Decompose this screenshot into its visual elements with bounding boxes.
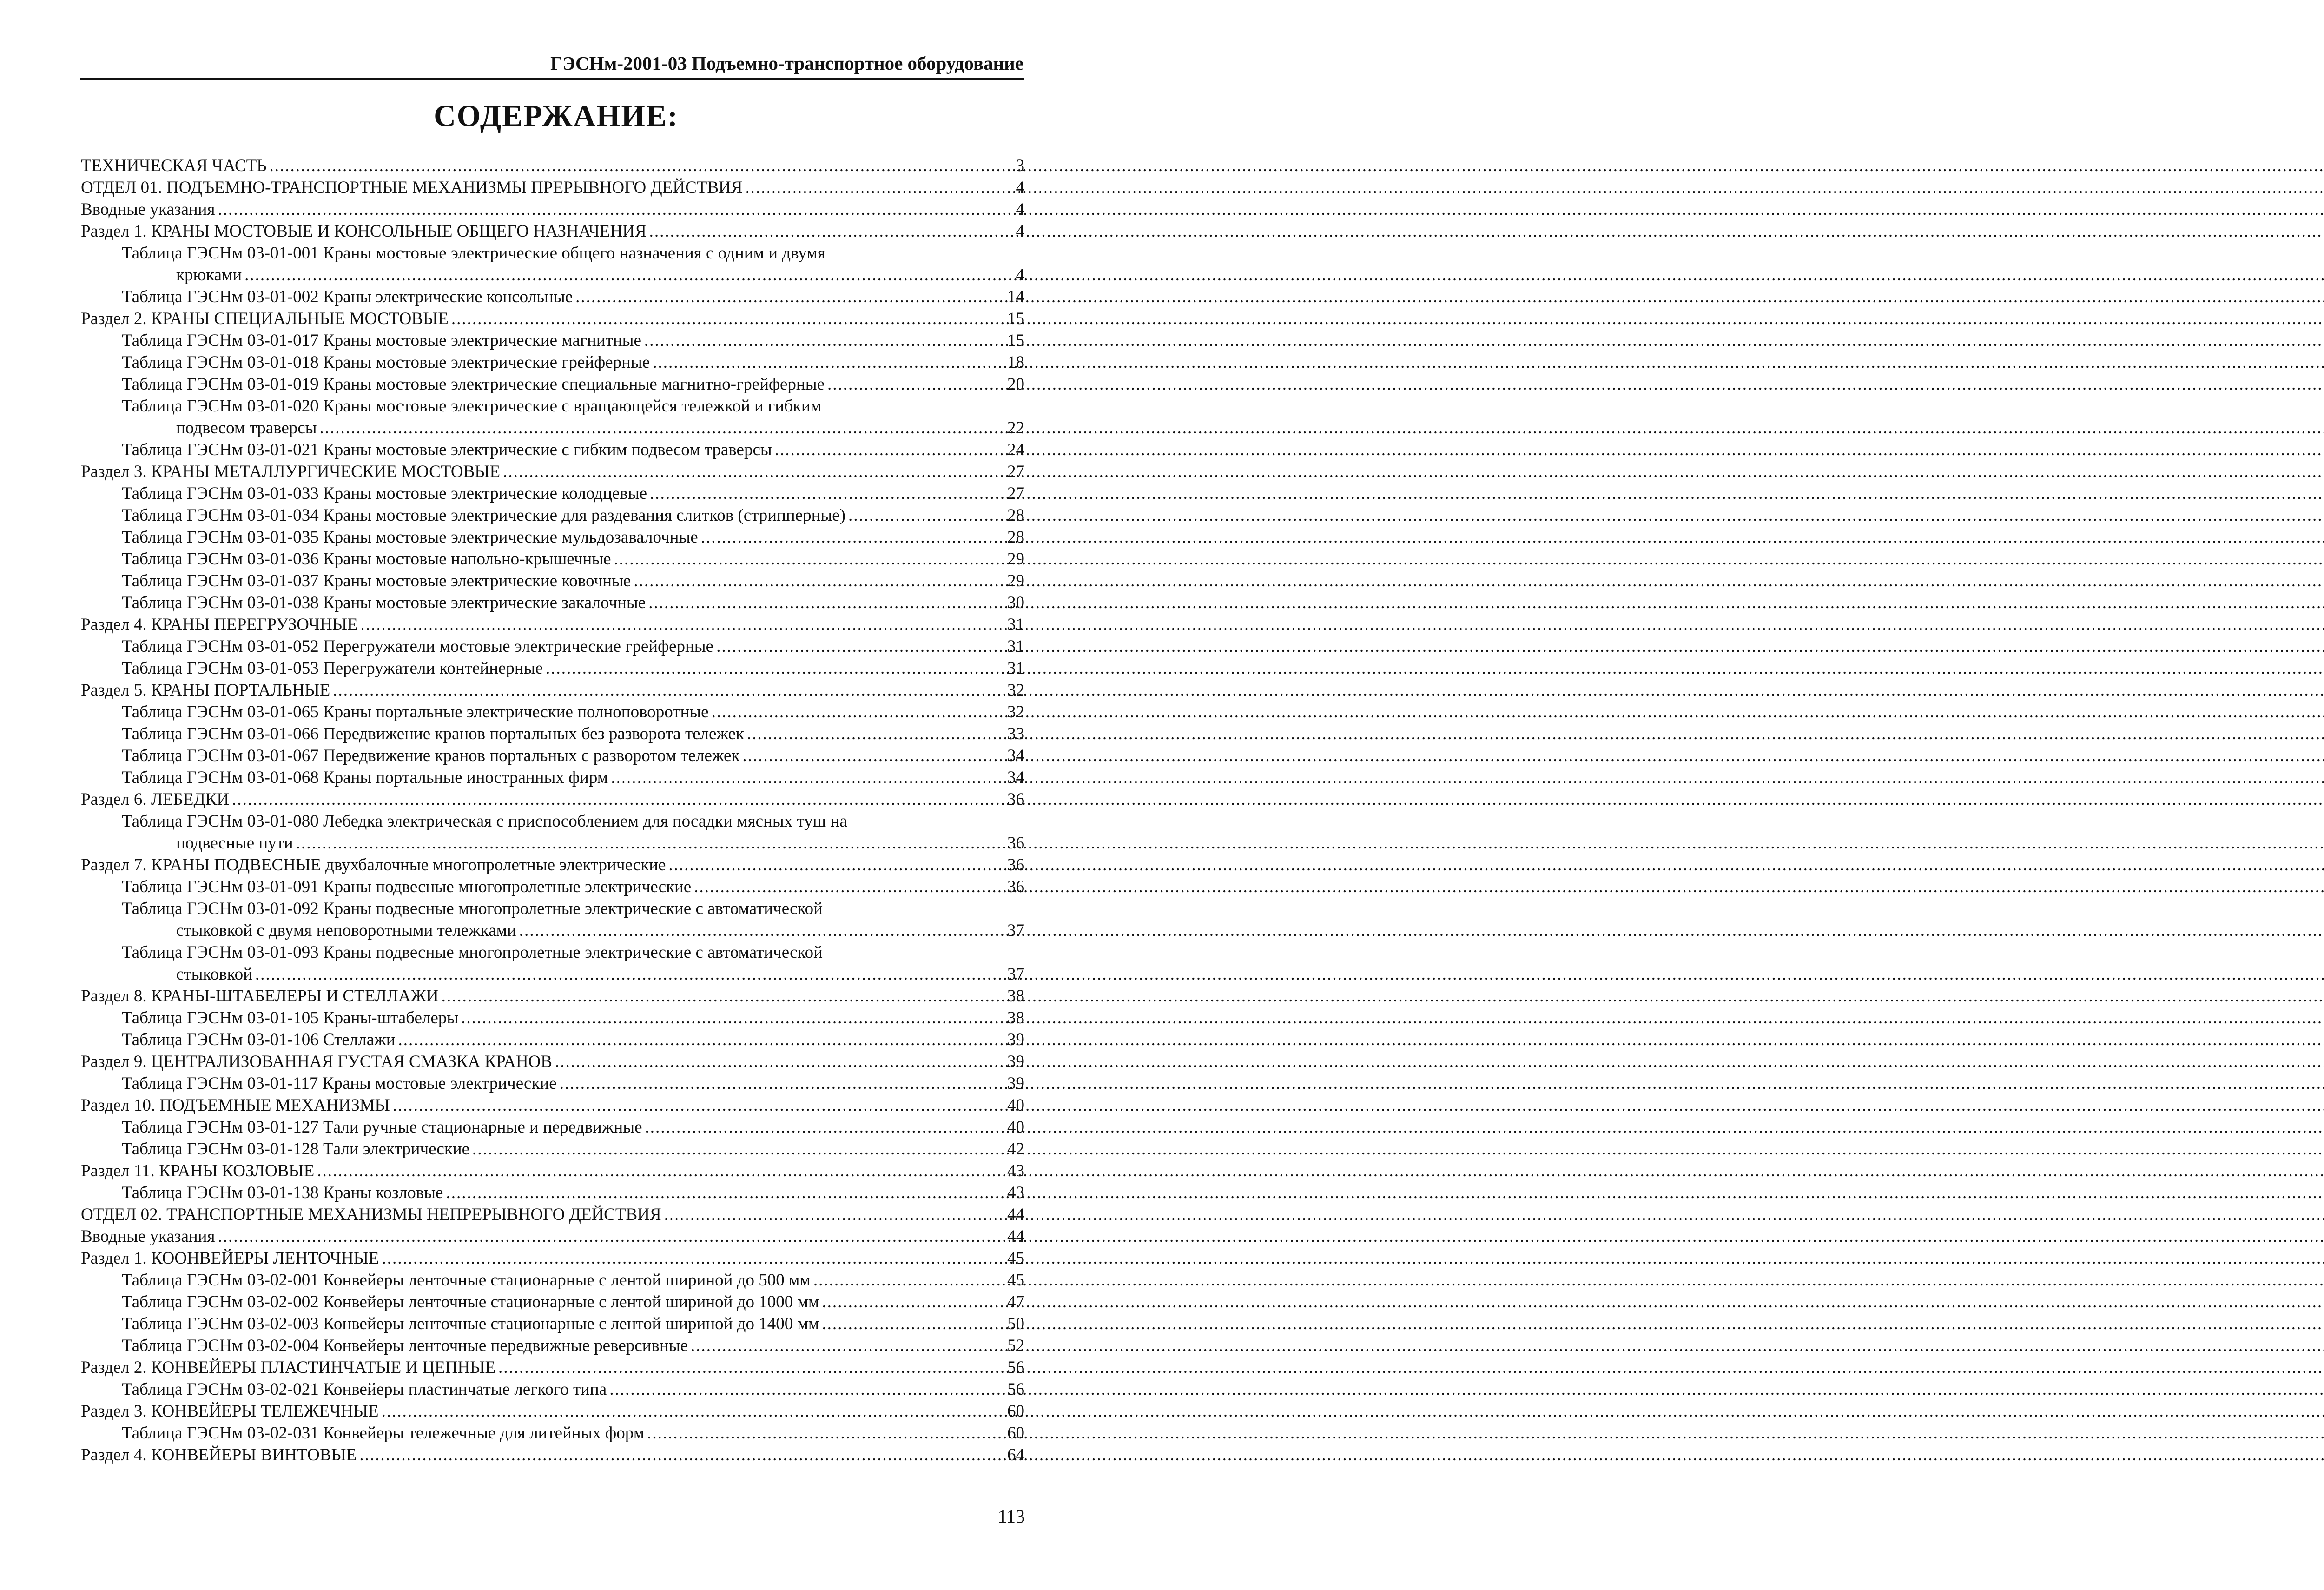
toc-entry-title: Таблица ГЭСНм 03-01-065 Краны портальные электрические полноповоротные	[122, 702, 709, 722]
toc-section-entry	[81, 1444, 1024, 1466]
toc-entry-title: Таблица ГЭСНм 03-01-038 Краны мостовые электрические закалочные	[122, 593, 646, 612]
toc-section-entry	[81, 177, 1024, 199]
toc-entry-title: Таблица ГЭСНм 03-01-106 Стеллажи	[122, 1030, 396, 1049]
toc-entry-title: Вводные указания	[81, 1227, 215, 1246]
toc-page-number: 20	[1007, 375, 1024, 394]
toc-dot-leader	[398, 1029, 1004, 1051]
toc-section-entry	[81, 1400, 1024, 1422]
toc-table-entry	[81, 1269, 1024, 1291]
toc-table-entry	[81, 373, 1024, 395]
toc-entry-title: Раздел 1. КООНВЕЙЕРЫ ЛЕНТОЧНЫЕ	[81, 1249, 379, 1268]
toc-dot-leader	[359, 1444, 1004, 1466]
toc-section-entry	[81, 679, 1024, 701]
toc-entry-title: Таблица ГЭСНм 03-02-002 Конвейеры ленточные стационарные с лентой шириной до 1000 мм	[122, 1292, 819, 1312]
toc-page-number: 31	[1007, 659, 1024, 678]
toc-dot-leader	[218, 199, 1013, 220]
toc-section-entry	[81, 854, 1024, 876]
toc-table-entry	[81, 745, 1024, 767]
page-title: СОДЕРЖАНИЕ:	[434, 99, 679, 133]
toc-entry-title: Таблица ГЭСНм 03-01-034 Краны мостовые электрические для раздевания слитков (стрипперные)	[122, 506, 846, 525]
document-page	[0, 0, 1112, 1590]
toc-page-number: 31	[1007, 637, 1024, 656]
toc-entry-title: Таблица ГЭСНм 03-01-021 Краны мостовые электрические с гибким подвесом траверсы	[122, 440, 772, 459]
toc-table-entry	[81, 636, 1024, 657]
toc-page-number: 37	[1007, 921, 1024, 940]
toc-table-entry	[81, 898, 1024, 920]
toc-page-number: 36	[1007, 855, 1024, 874]
toc-dot-leader	[255, 963, 1004, 985]
toc-dot-leader	[650, 483, 1004, 504]
toc-entry-title: Таблица ГЭСНм 03-01-017 Краны мостовые электрические магнитные	[122, 331, 641, 350]
toc-entry-title: Таблица ГЭСНм 03-01-037 Краны мостовые электрические ковочные	[122, 571, 631, 590]
toc-page-number: 43	[1007, 1161, 1024, 1180]
toc-entry-title: Таблица ГЭСНм 03-01-092 Краны подвесные многопролетные электрические с автоматической	[122, 899, 823, 918]
toc-dot-leader	[519, 920, 1004, 941]
toc-table-entry	[81, 941, 1024, 963]
toc-page-number: 29	[1007, 571, 1024, 590]
toc-page-number: 37	[1007, 965, 1024, 984]
toc-dot-leader	[609, 1378, 1004, 1400]
toc-entry-title: ТЕХНИЧЕСКАЯ ЧАСТЬ	[81, 156, 267, 175]
toc-entry-title: Раздел 8. КРАНЫ-ШТАБЕЛЕРЫ И СТЕЛЛАЖИ	[81, 987, 439, 1006]
toc-table-entry	[81, 810, 1024, 832]
toc-page-number: 4	[1016, 200, 1024, 219]
toc-section-entry	[81, 985, 1024, 1007]
toc-page-number: 42	[1007, 1140, 1024, 1159]
toc-page-number: 39	[1007, 1052, 1024, 1071]
toc-section-entry	[81, 1094, 1024, 1116]
toc-section-entry	[81, 220, 1024, 242]
toc-dot-leader	[813, 1269, 1004, 1291]
toc-table-entry	[81, 1116, 1024, 1138]
toc-entry-title: Таблица ГЭСНм 03-02-004 Конвейеры ленточные передвижные реверсивные	[122, 1336, 688, 1355]
toc-page-number: 15	[1007, 331, 1024, 350]
toc-section-entry	[81, 1226, 1024, 1247]
toc-dot-leader	[503, 461, 1004, 483]
toc-entry-title: Раздел 7. КРАНЫ ПОДВЕСНЫЕ двухбалочные многопролетные электрические	[81, 855, 666, 874]
toc-section-entry	[81, 155, 1024, 177]
toc-table-entry	[81, 1378, 1024, 1400]
toc-page-number: 4	[1016, 222, 1024, 241]
toc-dot-leader	[634, 570, 1004, 592]
toc-dot-leader	[822, 1313, 1004, 1335]
toc-entry-title: Таблица ГЭСНм 03-01-091 Краны подвесные многопролетные электрические	[122, 877, 692, 896]
toc-entry-title: Таблица ГЭСНм 03-02-021 Конвейеры пластинчатые легкого типа	[122, 1380, 607, 1399]
toc-page-number: 34	[1007, 746, 1024, 765]
toc-entry-title: ОТДЕЛ 02. ТРАНСПОРТНЫЕ МЕХАНИЗМЫ НЕПРЕРЫВНОГО ДЕЙСТВИЯ	[81, 1205, 661, 1224]
toc-section-entry	[81, 1247, 1024, 1269]
toc-table-entry	[81, 1073, 1024, 1094]
toc-entry-title: Вводные указания	[81, 200, 215, 219]
toc-section-entry	[81, 614, 1024, 636]
toc-table-entry	[81, 1291, 1024, 1313]
toc-dot-leader	[614, 548, 1005, 570]
toc-dot-leader	[644, 330, 1004, 351]
toc-entry-title: Таблица ГЭСНм 03-01-105 Краны-штабелеры	[122, 1008, 459, 1027]
toc-table-entry	[81, 767, 1024, 788]
toc-dot-leader	[668, 854, 1004, 876]
toc-dot-leader	[232, 788, 1004, 810]
toc-dot-leader	[664, 1204, 1004, 1226]
toc-dot-leader	[648, 592, 1004, 614]
toc-page-number: 36	[1007, 790, 1024, 809]
toc-page-number: 56	[1007, 1380, 1024, 1399]
toc-page-number: 28	[1007, 506, 1024, 525]
toc-dot-leader	[560, 1073, 1004, 1094]
toc-page-number: 28	[1007, 528, 1024, 547]
toc-section-entry	[81, 788, 1024, 810]
toc-dot-leader	[296, 832, 1004, 854]
toc-entry-title: Таблица ГЭСНм 03-01-020 Краны мостовые электрические с вращающейся тележкой и гибким	[122, 397, 822, 416]
toc-section-entry	[81, 461, 1024, 483]
toc-section-entry	[81, 1160, 1024, 1182]
toc-entry-title: Раздел 3. КРАНЫ МЕТАЛЛУРГИЧЕСКИЕ МОСТОВЫЕ	[81, 462, 501, 481]
toc-entry-title: Таблица ГЭСНм 03-01-033 Краны мостовые электрические колодцевые	[122, 484, 647, 503]
toc-page-number: 15	[1007, 309, 1024, 328]
toc-page-number: 31	[1007, 615, 1024, 634]
toc-table-entry	[81, 657, 1024, 679]
toc-table-entry	[81, 1335, 1024, 1357]
toc-dot-leader	[747, 723, 1004, 745]
toc-section-entry	[81, 1051, 1024, 1073]
toc-dot-leader	[269, 155, 1013, 177]
toc-dot-leader	[442, 985, 1004, 1007]
toc-dot-leader	[555, 1051, 1004, 1073]
running-header: ГЭСНм-2001-03 Подъемно-транспортное оборудование	[550, 53, 1023, 74]
toc-entry-title: Таблица ГЭСНм 03-01-018 Краны мостовые электрические грейферные	[122, 353, 650, 372]
toc-dot-leader	[317, 1160, 1004, 1182]
toc-dot-leader	[382, 1400, 1004, 1422]
toc-page-number: 22	[1007, 418, 1024, 437]
toc-entry-title: Таблица ГЭСНм 03-01-138 Краны козловые	[122, 1183, 443, 1202]
table-of-contents	[81, 155, 1024, 1466]
toc-page-number: 36	[1007, 877, 1024, 896]
toc-table-entry	[81, 504, 1024, 526]
toc-dot-leader	[333, 679, 1004, 701]
toc-page-number: 39	[1007, 1030, 1024, 1049]
toc-entry-title: Раздел 10. ПОДЪЕМНЫЕ МЕХАНИЗМЫ	[81, 1096, 390, 1115]
toc-entry-title: крюками	[176, 265, 242, 285]
toc-dot-leader	[694, 876, 1004, 898]
toc-entry-title: Таблица ГЭСНм 03-01-067 Передвижение кранов портальных с разворотом тележек	[122, 746, 740, 765]
toc-page-number: 33	[1007, 724, 1024, 743]
toc-section-entry	[81, 1204, 1024, 1226]
toc-section-entry	[81, 1357, 1024, 1378]
toc-page-number: 47	[1007, 1292, 1024, 1312]
toc-dot-leader	[827, 373, 1004, 395]
toc-table-entry	[81, 286, 1024, 308]
toc-table-entry	[81, 701, 1024, 723]
toc-dot-leader	[691, 1335, 1004, 1357]
page-number: 113	[997, 1506, 1025, 1527]
toc-page-number: 39	[1007, 1074, 1024, 1093]
toc-page-number: 18	[1007, 353, 1024, 372]
toc-table-entry	[81, 1007, 1024, 1029]
toc-dot-leader	[611, 767, 1004, 788]
toc-entry-title: Таблица ГЭСНм 03-01-002 Краны электрические консольные	[122, 287, 573, 306]
toc-entry-continuation	[81, 963, 1024, 985]
header-rule	[80, 78, 1024, 80]
toc-entry-title: Таблица ГЭСНм 03-01-093 Краны подвесные многопролетные электрические с автоматической	[122, 943, 823, 962]
toc-table-entry	[81, 723, 1024, 745]
toc-dot-leader	[451, 308, 1004, 330]
toc-dot-leader	[716, 636, 1004, 657]
toc-table-entry	[81, 592, 1024, 614]
toc-page-number: 40	[1007, 1096, 1024, 1115]
toc-page-number: 14	[1007, 287, 1024, 306]
toc-entry-title: Раздел 4. КРАНЫ ПЕРЕГРУЗОЧНЫЕ	[81, 615, 358, 634]
toc-entry-title: Раздел 6. ЛЕБЕДКИ	[81, 790, 230, 809]
toc-entry-title: Раздел 2. КОНВЕЙЕРЫ ПЛАСТИНЧАТЫЕ И ЦЕПНЫЕ	[81, 1358, 496, 1377]
toc-page-number: 29	[1007, 550, 1024, 569]
toc-table-entry	[81, 876, 1024, 898]
toc-page-number: 32	[1007, 681, 1024, 700]
toc-dot-leader	[461, 1007, 1004, 1029]
toc-dot-leader	[742, 745, 1004, 767]
toc-entry-title: подвесом траверсы	[176, 418, 317, 437]
toc-page-number: 38	[1007, 987, 1024, 1006]
toc-page-number: 4	[1016, 178, 1024, 197]
toc-dot-leader	[575, 286, 1004, 308]
toc-dot-leader	[218, 1226, 1004, 1247]
toc-entry-continuation	[81, 264, 1024, 286]
toc-page-number: 3	[1016, 156, 1024, 175]
toc-dot-leader	[775, 439, 1004, 461]
toc-entry-title: стыковкой	[176, 965, 252, 984]
toc-page-number: 4	[1016, 265, 1024, 285]
toc-dot-leader	[712, 701, 1004, 723]
toc-dot-leader	[745, 177, 1013, 199]
toc-page-number: 45	[1007, 1249, 1024, 1268]
toc-dot-leader	[472, 1138, 1004, 1160]
toc-entry-title: Таблица ГЭСНм 03-01-052 Перегружатели мостовые электрические грейферные	[122, 637, 714, 656]
toc-entry-title: Таблица ГЭСНм 03-02-003 Конвейеры ленточные стационарные с лентой шириной до 1400 мм	[122, 1314, 819, 1333]
toc-entry-title: Таблица ГЭСНм 03-01-068 Краны портальные иностранных фирм	[122, 768, 608, 787]
toc-table-entry	[81, 1182, 1024, 1204]
toc-table-entry	[81, 351, 1024, 373]
toc-table-entry	[81, 1422, 1024, 1444]
toc-entry-title: Раздел 9. ЦЕНТРАЛИЗОВАННАЯ ГУСТАЯ СМАЗКА КРАНОВ	[81, 1052, 552, 1071]
toc-page-number: 60	[1007, 1424, 1024, 1443]
toc-page-number: 38	[1007, 1008, 1024, 1027]
toc-entry-title: Таблица ГЭСНм 03-01-053 Перегружатели контейнерные	[122, 659, 543, 678]
toc-entry-title: Таблица ГЭСНм 03-01-001 Краны мостовые электрические общего назначения с одним и двумя	[122, 244, 825, 263]
toc-entry-title: Таблица ГЭСНм 03-02-031 Конвейеры тележечные для литейных форм	[122, 1424, 645, 1443]
toc-dot-leader	[393, 1094, 1004, 1116]
toc-entry-title: ОТДЕЛ 01. ПОДЪЕМНО-ТРАНСПОРТНЫЕ МЕХАНИЗМЫ ПРЕРЫВНОГО ДЕЙСТВИЯ	[81, 178, 743, 197]
toc-table-entry	[81, 483, 1024, 504]
toc-page-number: 60	[1007, 1402, 1024, 1421]
toc-dot-leader	[649, 220, 1013, 242]
toc-entry-title: Раздел 3. КОНВЕЙЕРЫ ТЕЛЕЖЕЧНЫЕ	[81, 1402, 379, 1421]
toc-entry-title: подвесные пути	[176, 834, 293, 853]
toc-dot-leader	[382, 1247, 1004, 1269]
toc-page-number: 34	[1007, 768, 1024, 787]
toc-page-number: 30	[1007, 593, 1024, 612]
toc-table-entry	[81, 330, 1024, 351]
toc-entry-title: Таблица ГЭСНм 03-01-066 Передвижение кранов портальных без разворота тележек	[122, 724, 744, 743]
toc-section-entry	[81, 199, 1024, 220]
toc-dot-leader	[361, 614, 1004, 636]
toc-entry-title: Таблица ГЭСНм 03-01-036 Краны мостовые напольно-крышечные	[122, 550, 611, 569]
toc-dot-leader	[546, 657, 1004, 679]
toc-page-number: 43	[1007, 1183, 1024, 1202]
toc-dot-leader	[645, 1116, 1005, 1138]
toc-page-number: 32	[1007, 702, 1024, 722]
toc-entry-title: Раздел 1. КРАНЫ МОСТОВЫЕ И КОНСОЛЬНЫЕ ОБЩЕГО НАЗНАЧЕНИЯ	[81, 222, 647, 241]
toc-entry-title: Таблица ГЭСНм 03-01-127 Тали ручные стационарные и передвижные	[122, 1118, 642, 1137]
toc-entry-title: Таблица ГЭСНм 03-01-080 Лебедка электрическая с приспособлением для посадки мясных туш на	[122, 812, 847, 831]
toc-page-number: 64	[1007, 1445, 1024, 1464]
toc-table-entry	[81, 1029, 1024, 1051]
toc-dot-leader	[822, 1291, 1004, 1313]
toc-table-entry	[81, 548, 1024, 570]
toc-page-number: 50	[1007, 1314, 1024, 1333]
toc-entry-title: Раздел 5. КРАНЫ ПОРТАЛЬНЫЕ	[81, 681, 330, 700]
toc-page-number: 27	[1007, 484, 1024, 503]
toc-dot-leader	[848, 504, 1004, 526]
toc-entry-continuation	[81, 832, 1024, 854]
toc-table-entry	[81, 1138, 1024, 1160]
toc-entry-continuation	[81, 920, 1024, 941]
toc-dot-leader	[446, 1182, 1004, 1204]
toc-dot-leader	[498, 1357, 1004, 1378]
toc-page-number: 45	[1007, 1271, 1024, 1290]
toc-entry-continuation	[81, 417, 1024, 439]
toc-entry-title: Раздел 2. КРАНЫ СПЕЦИАЛЬНЫЕ МОСТОВЫЕ	[81, 309, 449, 328]
toc-entry-title: Таблица ГЭСНм 03-01-128 Тали электрические	[122, 1140, 470, 1159]
toc-page-number: 44	[1007, 1205, 1024, 1224]
toc-page-number: 56	[1007, 1358, 1024, 1377]
toc-table-entry	[81, 242, 1024, 264]
toc-dot-leader	[647, 1422, 1004, 1444]
toc-page-number: 36	[1007, 834, 1024, 853]
toc-entry-title: Таблица ГЭСНм 03-02-001 Конвейеры ленточные стационарные с лентой шириной до 500 мм	[122, 1271, 811, 1290]
toc-page-number: 24	[1007, 440, 1024, 459]
toc-dot-leader	[701, 526, 1004, 548]
toc-page-number: 27	[1007, 462, 1024, 481]
toc-table-entry	[81, 1313, 1024, 1335]
toc-dot-leader	[244, 264, 1013, 286]
toc-table-entry	[81, 395, 1024, 417]
toc-entry-title: Раздел 11. КРАНЫ КОЗЛОВЫЕ	[81, 1161, 315, 1180]
toc-dot-leader	[320, 417, 1004, 439]
toc-dot-leader	[653, 351, 1004, 373]
toc-page-number: 40	[1007, 1118, 1024, 1137]
toc-entry-title: Таблица ГЭСНм 03-01-035 Краны мостовые электрические мульдозавалочные	[122, 528, 698, 547]
toc-page-number: 52	[1007, 1336, 1024, 1355]
toc-entry-title: Таблица ГЭСНм 03-01-019 Краны мостовые электрические специальные магнитно-грейферные	[122, 375, 825, 394]
toc-table-entry	[81, 570, 1024, 592]
toc-section-entry	[81, 308, 1024, 330]
toc-entry-title: Таблица ГЭСНм 03-01-117 Краны мостовые электрические	[122, 1074, 557, 1093]
toc-table-entry	[81, 439, 1024, 461]
toc-page-number: 44	[1007, 1227, 1024, 1246]
toc-entry-title: Раздел 4. КОНВЕЙЕРЫ ВИНТОВЫЕ	[81, 1445, 357, 1464]
toc-table-entry	[81, 526, 1024, 548]
toc-entry-title: стыковкой с двумя неповоротными тележками	[176, 921, 516, 940]
